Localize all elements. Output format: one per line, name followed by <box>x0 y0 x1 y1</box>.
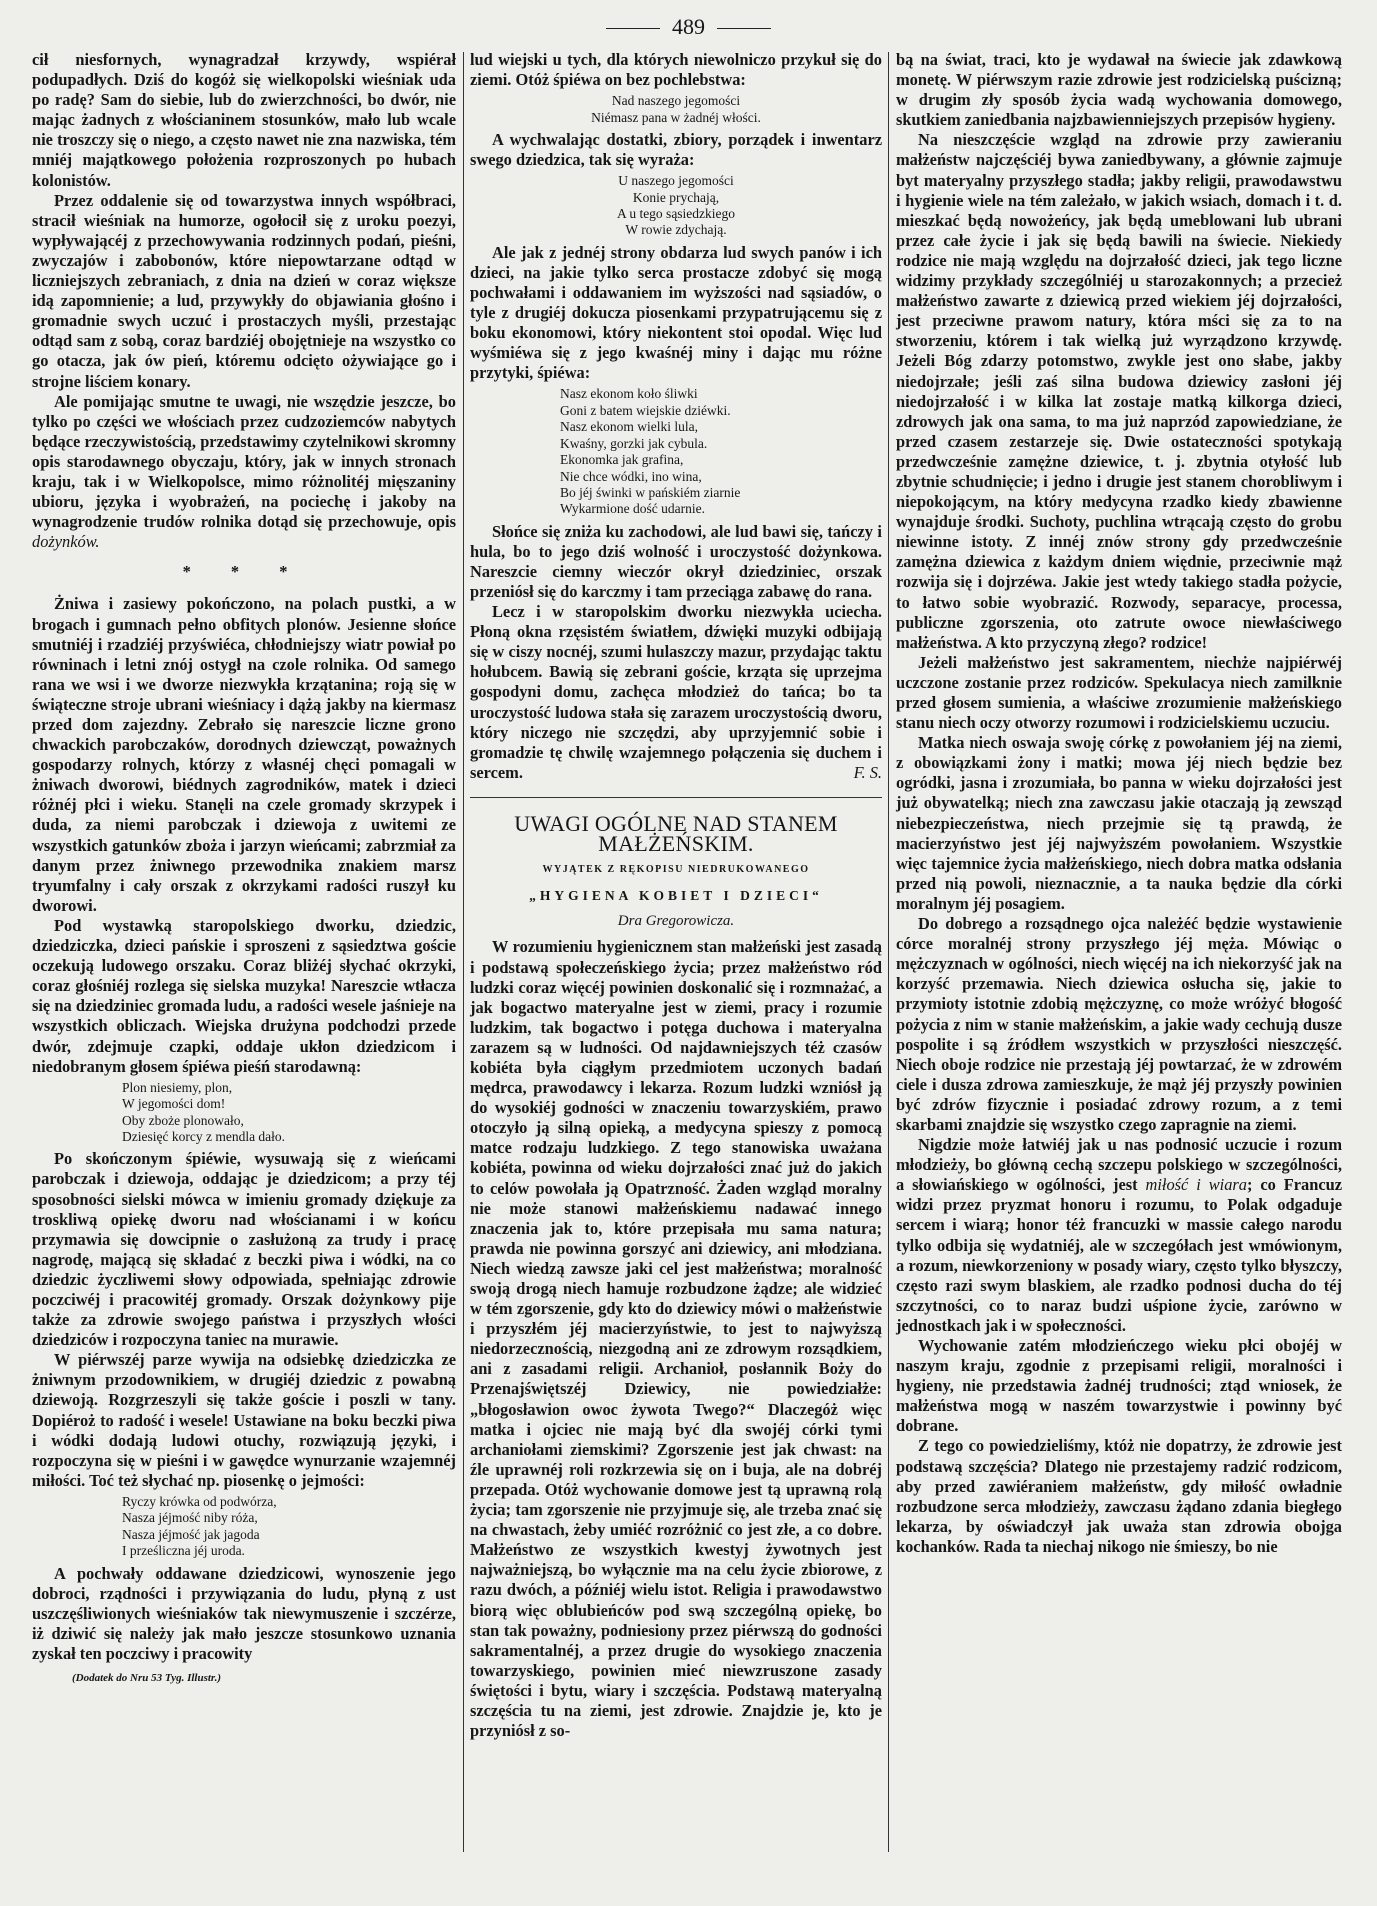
paragraph <box>470 130 882 170</box>
paragraph <box>470 522 882 602</box>
paragraph <box>32 1564 456 1664</box>
paragraph <box>896 653 1342 733</box>
paragraph-text: Lecz i w staropolskim dworku niezwykła uciecha. Płoną okna rzęsistém światłem, dźwięki muzyki odbijają się w ciszy nocnéj, szumi hulaszczy mazur, przydając taktu hołubcem. Bawią się zebrani goście, krząta się uprzejma gospodyni domu, zachęca młodzież do tańca; bo ta uroczystość ludowa stała się zarazem uroczystością dworu, który niczego nie szczędzi, aby uprzyjemnić sobie i gromadzie tę chwilę wzajemnego połączenia się duchem i sercem. <box>470 602 882 782</box>
paragraph <box>32 50 456 191</box>
paragraph-text: Żniwa i zasiewy pokończono, na polach pustki, a w brogach i gumnach pełno obfitych plonów. Jesienne słońce smutniéj i rzadziéj przyświéca, chłodniejszy wiatr powiał po równinach i letni znój ostygł na czole rolnika. Od samego rana we wsi i we dworze niezwykła krzątanina; roją się w świąteczne stroje ubrani wieśniacy i dążą jakby na kiermasz przed dom zajezdny. Zebrało się nareszcie liczne grono chwackich parobczaków, dorodnych dziewcząt, poważnych gospodarzy rolnych, którzy z własnéj chęci pomagali w żniwach dworowi, biédnych zagrodników, matek i dzieci różnéj płci i wieku. Stanęli na czele gromady skrzypek i duda, za niemi parobczak i dziewoja z uwitemi ze wszystkich gatunków zboża i jarzyn wieńcami; zabrzmiał za danym przez żniwnego przewodnika znakiem marsz tryumfalny i cały orszak z okrzykami radości ruszył ku dworowi. <box>32 594 456 915</box>
paragraph <box>32 916 456 1077</box>
paragraph <box>470 243 882 384</box>
paragraph <box>896 733 1342 914</box>
verse-line: Kwaśny, gorzki jak cybula. <box>560 435 708 451</box>
paragraph-text: Nigdzie może łatwiéj jak u nas podnosić uczucie i rozum młodzieży, bo główną cechą szczepu polskiego w szczególności, a słowiańskiego w ogólności, jest <box>896 1135 1342 1195</box>
section-separator: * * * <box>182 562 306 582</box>
paragraph <box>896 50 1342 130</box>
author-signature: F. S. <box>853 762 882 782</box>
column-3 <box>896 50 1342 1557</box>
paragraph-text: Ale jak z jednéj strony obdarza lud swych panów i ich dzieci, na jakie tylko serca prostacze zdobyć się mogą pochwałami i oddawaniem im wyższości nad sąsiadów, o tyle z drugiéj dokucza piosenkami przypatrującemu się z boku ekonomowi, który niekontent stoi opodal. Więc lud wyśmiéwa się z jego kwaśnéj miny i dając mu różne przytyki, śpiéwa: <box>470 242 882 383</box>
paragraph-text: Słońce się zniża ku zachodowi, ale lud bawi się, tańczy i hula, bo to jego dziś wolność i uroczystość dożynkowa. Nareszcie ciemny wieczór okrył dziedziniec, orszak przeniósł się do karczmy i tam przeciąga zabawę do rana. <box>470 521 882 601</box>
column-2 <box>470 50 882 1741</box>
page-number <box>0 14 1377 40</box>
verse-block <box>32 1494 456 1560</box>
paragraph <box>32 1149 456 1350</box>
verse-line: Ekonomka jak grafina, <box>560 452 684 468</box>
paragraph <box>32 392 456 553</box>
paragraph <box>896 130 1342 652</box>
column-rule <box>888 52 889 1852</box>
paragraph-text: ; co Francuz widzi przez pryzmat honoru i rozumu, to Polak odgaduje sercem i wiarą; honor téż francuzki w massie całego narodu tylko odbija się wydatniéj, ale w szczegółach jest wmówionym, a rozum, niewkorzeniony w posady wiary, często tylko błyszczy, często razi swym blaskiem, ale rzadko podnosi ducha do téj szczytności, co to naraz budzi uśpione życie, zarówno w jednostkach jak i w społeczności. <box>896 1175 1343 1335</box>
verse-line: Ryczy krówka od podwórza, <box>122 1493 277 1509</box>
paragraph-text: A pochwały oddawane dziedzicowi, wynoszenie jego dobroci, rządności i przywiązania do ludu, płyną z ust uszczęśliwionych wieśniaków tak niewymuszenie i szczérze, iż dziwić się należy jak mało jeszcze stosunkowo uznania zyskał ten poczciwy i pracowity <box>32 1563 456 1663</box>
supplement-note: (Dodatek do Nru 53 Tyg. Illustr.) <box>72 1672 222 1684</box>
verse-line: I prześliczna jéj uroda. <box>122 1543 245 1559</box>
verse-line: Oby zboże plonowało, <box>122 1112 244 1128</box>
paragraph <box>896 1436 1342 1557</box>
verse-block <box>470 386 882 517</box>
verse-line: W jegomości dom! <box>122 1096 226 1112</box>
emphasis-text: dożynków. <box>32 532 100 552</box>
column-rule <box>463 52 464 1852</box>
page-number-text: 489 <box>672 14 705 39</box>
verse-line: Bo jéj świnki w pańskiém ziarnie <box>560 484 741 500</box>
column-1 <box>32 50 456 1688</box>
verse-line: Konie prychają, <box>632 189 720 205</box>
paragraph-text: Po skończonym śpiéwie, wysuwają się z wieńcami parobczak i dziewoja, oddając je dziedzicom; a przy téj sposobności sielski mówca w imieniu gromady dziękuje za troskliwą opiekę dworu nad włościanami i w końcu przymawia się dowcipnie o zasłużoną za trudy i pracę nagrodę, mającą się składać z beczki piwa i wódki, na co dziedzic życzliwemi słowy odpowiada, spełniając zdrowie poczciwéj i pracowitéj gromady. Orszak dożynkowy pije także za zdrowie swojego państwa i przyszłych włości dziedziców i rozpoczyna taniec na murawie. <box>32 1149 456 1350</box>
paragraph-text: lud wiejski u tych, dla których niewolniczo przykuł się do ziemi. Otóż śpiéwa on bez pochlebstwa: <box>470 50 882 90</box>
paragraph-text: Do dobrego a rozsądnego ojca należéć będzie wystawienie córce moralnéj strony przyszłego jéj męża. Mówiąc o mężczyznach w ogólności, niech więcéj na ich niekorzyść jak na korzyść przemawia. Niech dziewica osłucha się, jakie to przymioty istotnie zdobią mężczyznę, co może wróżyć błogość pożycia z nim w stanie małżeńskim, a jakie wady cechują dusze pospolite i są źródłem wszystkich w przyszłości nieszczęść. Niech oboje rodzice nie przestają jéj powtarzać, że w zdrowém ciele i dusza zdrowa zamieszkuje, że mąż jéj przyszły powinien być zdrów fizycznie i posiadać zdrowy rozum, a z temi skarbami znajdzie się wszystko czego zapragnie na ziemi. <box>896 914 1342 1134</box>
paragraph-text: W rozumieniu hygienicznem stan małżeński jest zasadą i podstawą społeczeńskiego życia; przez małżeństwo ród ludzki coraz więcéj powinien doskonalić się i rozmnażać, a jak bogactwo materyalne jest w ziemi, pracy i rozumie ludzkim, tak bogactwo i potęga duchowa i materyalna zarazem są w ludności. Od najdawniejszych téż czasów kobiéta była ciągłym przedmiotem uczonych badań mędrca, prawodawcy i lekarza. Rozum ludzki wzniósł ją do wysokiéj godności w znaczeniu towarzyskiém, prawo otoczyło ją silną opieką, a medycyna spieszy z pomocą matce rodzaju ludzkiego. Z tego stanowiska uważana kobiéta, powinna od wieku dojrzałości znać już do jakich to celów powołała ją Opatrzność. Żaden wzgląd moralny nie może stanowi małżeńskiemu nadawać innego znaczenia jak to, które przepisała mu sama natura; prawda nie powinna gorszyć ani dziewicy, ani młodziana. Niech wiedzą zawsze jaki cel jest małżeństwa; moralność swoją drogą niech hamuje rozbudzone żądze; ale widzieć w tém zgorszenie, gdy kto do dziewicy mówi o małżeństwie i przyszłém jéj macierzyństwie, to jest to najwyższą niedorzecznością, niezgodną ani ze zdrowym rozsądkiem, ani z zasadami religii. Archanioł, posłannik Boży do Przenajświętszéj Dziewicy, nie powiedziałże: „błogosławion owoc żywota Twego?“ Dlaczegóż więc matka i ojciec nie mają być dla swojéj córki tymi archaniołami ziemskimi? Zgorszenie jest jak chwast: na źle uprawnéj roli rozkrzewia się on i buja, ale na dobréj przepada. Otóż wychowanie domowe jest tą uprawną rolą życia; tam zgorszenie nie przyjmuje się, ale trzeba znać się na chwastach, żeby umiéć rozróżnić co jest złe, a co dobre. Małżeństwo ze wszystkich kwestyj żywotnych jest najważniejszą, bo wyłącznie ma na celu życie zbiorowe, z razu dwóch, a późniéj wielu istot. Religia i prawodawstwo biorą więc oblubieńców pod swą szczególną opiekę, bo stan tak poważny, podniesiony przez piérwszą do godności sakramentalnéj, a przez drugie do wysokiego znaczenia towarzyskiego, powinien mieć niewzruszone zasady świętości i bytu, wiary i szczęścia. Podstawą materyalną szczęścia tu na ziemi, jest zdrowie. Znajdzie je, kto je przyniósł z so- <box>470 937 882 1741</box>
paragraph <box>32 1350 456 1491</box>
article-author: Dra Gregorowicza. <box>617 913 735 930</box>
emphasis-text: miłość i wiara <box>1145 1175 1247 1195</box>
paragraph-text: bą na świat, traci, kto je wydawał na świecie jak zdawkową monetę. W piérwszym razie zdrowie jest rodzicielską puścizną; w drugim zły sposób życia wadą wychowania domowego, skutkiem zaniedbania najzbawienniejszych przepisów hygieny. <box>896 50 1342 130</box>
paragraph-text: Matka niech oswaja swoję córkę z powołaniem jéj na ziemi, z obowiązkami żony i matki; mowa jéj niech będzie bez ogródki, jasna i zrozumiała, bo panna w wieku dojrzałości jest już obywatelką; niech zna zawczasu jakie otaczają ją zewsząd niebezpieczeństwa, niech przejmie się tą prawdą, że macierzyństwo jest jéj najwyższém powołaniem. Wszystkie więc tajemnice życia małżeńskiego, niech dobra matka odsłania przed nią powoli, nieznacznie, a ta nauka będzie dla córki moralnym jéj posagiem. <box>896 733 1342 913</box>
paragraph <box>470 50 882 90</box>
paragraph <box>896 1336 1342 1436</box>
verse-line: Goni z batem wiejskie dziéwki. <box>560 402 731 418</box>
paragraph <box>32 191 456 392</box>
paragraph-text: Z tego co powiedzieliśmy, któż nie dopatrzy, że zdrowie jest podstawą szczęścia? Dlatego nie przestajemy radzić rodzicom, aby przed zawiéraniem małżeństw, gdy miłość owładnie rozbudzone serca młodzieży, zawczasu żądano zdania biegłego lekarza, by oświadczył jak uważa stan zdrowia obojga kochanków. Rada ta niechaj nikogo nie śmieszy, bo nie <box>896 1436 1342 1556</box>
verse-line: Niémasz pana w żadnéj włości. <box>591 109 761 125</box>
verse-line: A u tego sąsiedzkiego <box>616 206 736 221</box>
paragraph-text: Przez oddalenie się od towarzystwa innych współbraci, stracił wieśniak na humorze, ogołocił się z uroku poezyi, wypływającéj z przechowywania rodzinnych podań, pieśni, zwyczajów i zabobonów, które niepowtarzane odtąd w liczniejszych zebraniach, z dnia na dzień w coraz większe idą zapomnienie; a lud, przywykły do objawiania głośno i gromadnie swych uczuć i prostaczych myśli, przestając odtąd sam z sobą, coraz bardziéj obojętnieje na wszystko co go otacza, jak ów pień, któremu odcięto ożywiające go i strojne liściem konary. <box>32 190 456 391</box>
paragraph-text: Na nieszczęście wzgląd na zdrowie przy zawieraniu małżeństw najczęściéj bywa zaniedbywany, a głównie zajmuje byt materyalny przyszłego stadła; jakby religii, prawodawstwu i hygienie wiele na tém zależało, w jakich wsiach, domach i t. d. mieszkać będą nowożeńcy, jak będą umeblowani lub ubrani przez całe życie i jak się będą bawili na świecie. Niekiedy rodzice nie mają względu na dojrzałość dzieci, jak tego liczne widzimy przykłady szczególniéj u starozakonnych; a przecież małżeństwo zawarte z dziewicą przed wiekiem jéj dojrzałości, jest przeciwne prawom natury, która mści się za to na stworzeniu, którem i tak wielką już wyrządzono krzywdę. Jeżeli Bóg zdarzy potomstwo, zwykle jest ono słabe, jakby niedojrzałe; jeśli zaś silna budowa dziewicy zasłoni jéj niedojrzałość i w kilka lat zostaje matką kilkorga dzieci, zdrowych jak ona sama, to ma już naprzód zapowiedziane, że przed czasem zestarzeje się. Dwie ostateczności spotykają przedwcześnie zamężne dziewice, t. j. zbytnia otyłość lub zbytnie schudnięcie; i jedno i drugie jest stanem chorobliwym i niepokojącym, na który medycyna rzadko kiedy zbawienne wynajduje środki. Suchoty, puchlina wtrącają często do grobu niewinne istoty. Z innéj znów strony gdy przedwcześnie zamężna dziewica z każdym dniem więdnie, przeciwnie mąż rozwija się i dojrzéwa. Jakie jest wtedy takiego stadła pożycie, to łatwo sobie wyobrazić. Rozwody, separacye, processa, publiczne zgorszenia, oto zatrute owoce niewłaściwego małżeństwa. A kto przyczyną złego? rodzice! <box>896 130 1342 652</box>
paragraph <box>32 594 456 916</box>
paragraph <box>470 602 882 783</box>
verse-line: Wykarmione dość udarnie. <box>560 501 706 517</box>
paragraph-text: W piérwszéj parze wywija na odsiebkę dziedziczka ze żniwnym przodownikiem, w drugiéj dziedzic z powabną dziewoją. Rozgrzeszyli się także goście i poszli w tany. Dopiéroż to radość i wesele! Ustawiane na boku beczki piwa i wódki dodają ludowi otuchy, rozwiązują języki, i rozpoczyna się w pieśni i w gawędce wynurzanie wzajemnéj miłości. Toć też słychać np. piosenkę o jejmości: <box>32 1350 456 1490</box>
horizontal-rule <box>470 797 882 798</box>
verse-line: Nad naszego jegomości <box>611 93 741 109</box>
verse-line: Nasz ekonom koło śliwki <box>560 386 698 402</box>
paragraph-text: A wychwalając dostatki, zbiory, porządek i inwentarz swego dziedzica, tak się wyraża: <box>470 130 882 170</box>
verse-block <box>32 1080 456 1146</box>
verse-line: Nasza jéjmość niby róża, <box>122 1510 258 1526</box>
article-title: UWAGI OGÓLNE NAD STANEM MAŁŻEŃSKIM. <box>514 810 838 857</box>
verse-line: W rowie zdychają. <box>625 222 727 238</box>
verse-line: U naszego jegomości <box>618 173 734 189</box>
verse-line: Nasza jéjmość jak jagoda <box>122 1526 260 1542</box>
paragraph <box>896 1135 1342 1336</box>
paragraph <box>470 937 882 1741</box>
paragraph-text: Ale pomijając smutne te uwagi, nie wszędzie jeszcze, bo tylko po części we włościach przez cudzoziemców nabytych będące rzeczywistością, przedstawimy czytelnikowi skromny opis starodawnego obyczaju, który, jak w innych stronach kraju, tak i w Wielkopolsce, mimo różnolitéj mięszaniny ubioru, języka i wyobrażeń, na pociechę i jakoby na wynagrodzenie trudów rolnika dotąd się przechowuje, opis <box>32 391 456 532</box>
verse-line: Nie chce wódki, ino wina, <box>560 468 702 484</box>
paragraph-text: cił niesfornych, wynagradzał krzywdy, wspiérał podupadłych. Dziś do kogóż się wielkopolski wieśniak uda po radę? Sam do siebie, lub do zwierzchności, bo dwór, nie mając żadnych z włościaninem stosunków, mało lub wcale nie troszczy się o niego, a często nawet nie zna nazwiska, tém mniéj majątkowego położenia rozproszonych po hubach kolonistów. <box>32 50 456 190</box>
article-subtitle: WYJĄTEK Z RĘKOPISU NIEDRUKOWANEGO <box>542 864 810 876</box>
verse-line: Dziesięć korcy z mendla dało. <box>122 1128 286 1144</box>
paragraph <box>896 914 1342 1135</box>
verse-line: Plon niesiemy, plon, <box>122 1079 233 1095</box>
paragraph-text: Pod wystawką staropolskiego dworku, dziedzic, dziedziczka, dzieci pańskie i sproszeni z sąsiedztwa goście oczekują ludowego orszaku. Coraz bliżéj słychać okrzyki, coraz głośniéj rozlega się sielska muzyka! Nareszcie wtłacza się na dziedziniec gromada ludu, a radości wesele jaśnieje na wszystkich obliczach. Wiejska drużyna podchodzi przede dwór, zdejmuje czapki, oddaje ukłon dziedzicom i niedobranym głosem śpiéwa pieśń starodawną: <box>32 915 456 1076</box>
verse-block <box>470 173 882 239</box>
paragraph-text: Jeżeli małżeństwo jest sakramentem, niechże najpiérwéj uczczone zostanie przez rodziców. Spekulacya niech zamilknie przed głosem sumienia, a właściwe zrozumienie małżeńskiego stanu niech oczy otworzy rozumowi i rodzicielskiemu uczuciu. <box>896 652 1342 733</box>
paragraph-text: Wychowanie zatém młodzieńczego wieku płci obojéj w naszym kraju, zgodnie z przepisami religii, moralności i hygieny, nie przedstawia żadnéj trudności; ztąd wniosek, że małżeństwa mogą w naszém towarzystwie i powinny być dobrane. <box>896 1336 1342 1436</box>
verse-line: Nasz ekonom wielki lula, <box>560 419 698 435</box>
source-title: „HYGIENA KOBIET I DZIECI“ <box>529 888 823 904</box>
verse-block <box>470 93 882 126</box>
divider <box>717 28 771 29</box>
divider <box>606 28 660 29</box>
